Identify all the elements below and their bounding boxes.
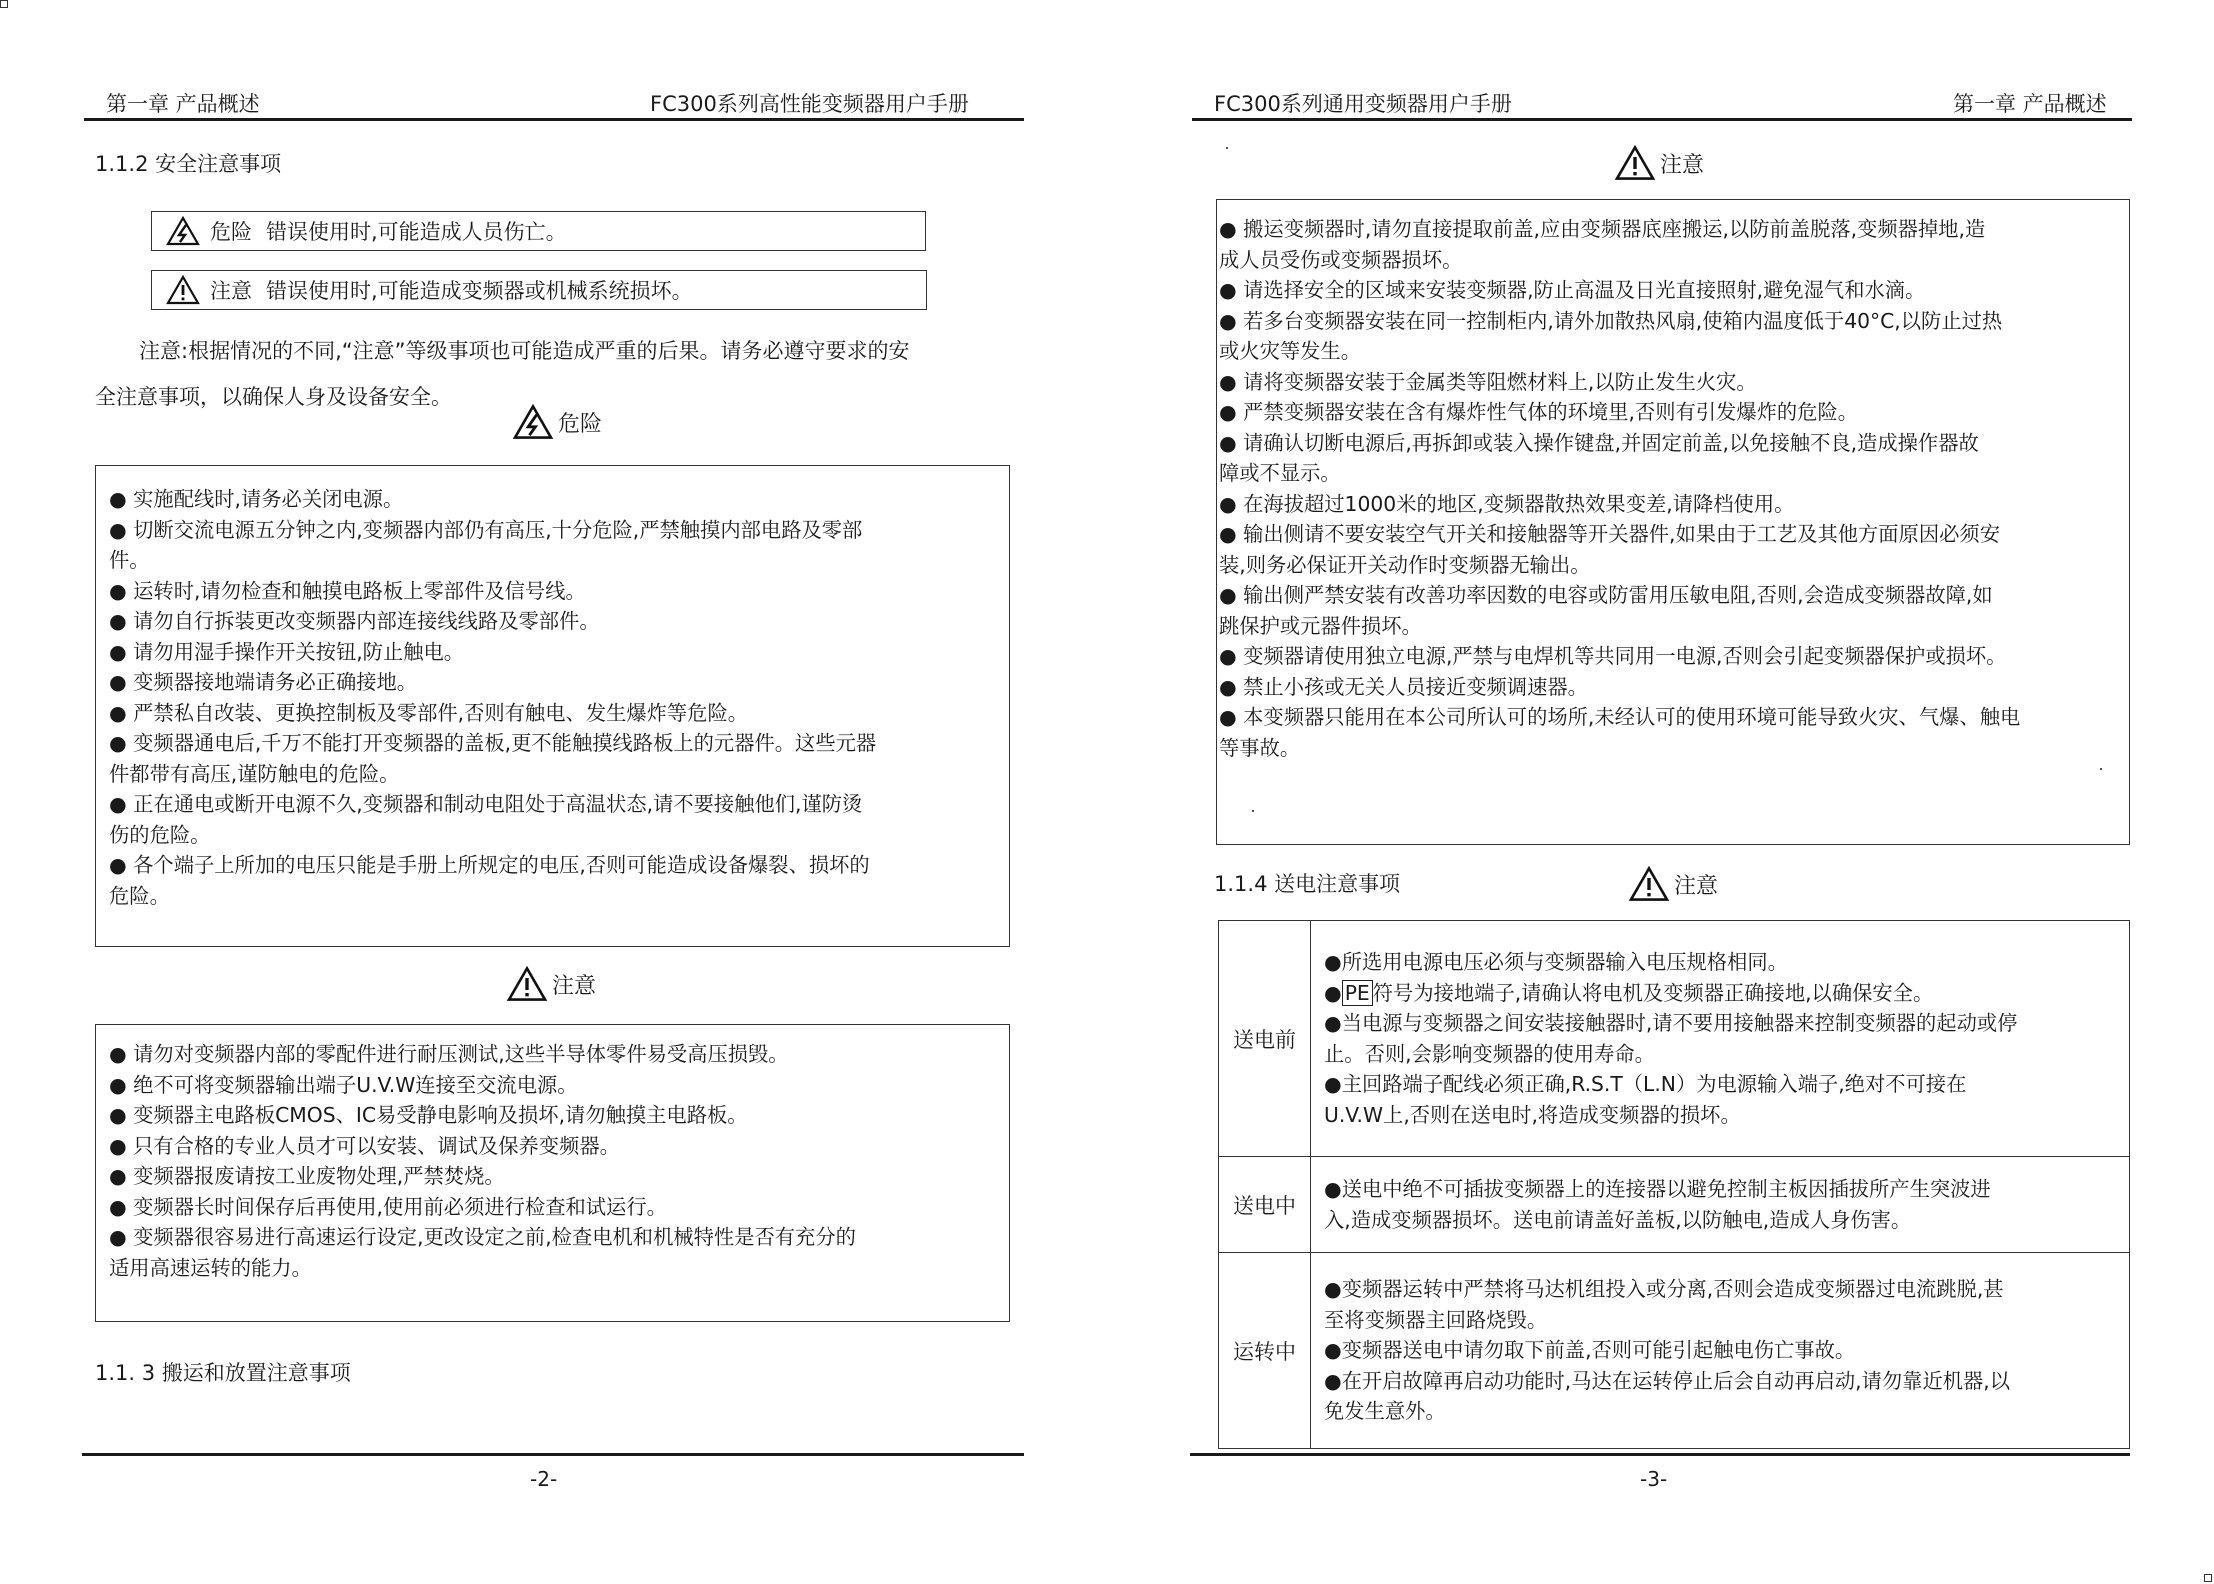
table-line: ●当电源与变频器之间安装接触器时,请不要用接触器来控制变频器的起动或停 — [1324, 1011, 2018, 1035]
left-header-manual-title: FC300系列高性能变频器用户手册 — [650, 92, 969, 116]
table-line: ●变频器运转中严禁将马达机组投入或分离,否则会造成变频器过电流跳脱,甚 — [1324, 1277, 2004, 1302]
power-caution-heading-label: 注意 — [1674, 873, 1719, 899]
caution-heading — [1614, 145, 1704, 181]
crop-mark-bottom-right — [2204, 1574, 2212, 1582]
handling-caution-item: ● 请将变频器安装于金属类等阻燃材料上,以防止发生火灾。 — [1219, 369, 1757, 394]
speck — [2100, 768, 2102, 770]
speck — [1226, 147, 1228, 149]
right-footer-rule — [1190, 1453, 2130, 1456]
danger-item: ● 严禁私自改装、更换控制板及零部件,否则有触电、发生爆炸等危险。 — [109, 700, 749, 725]
left-footer-rule — [82, 1453, 1024, 1456]
handling-caution-item: ● 若多台变频器安装在同一控制柜内,请外加散热风扇,使箱内温度低于40°C,以防止过热 — [1219, 308, 2003, 333]
caution-level-description: 错误使用时,可能造成变频器或机械系统损坏。 — [266, 279, 693, 303]
phase-label: 送电前 — [1219, 921, 1311, 1156]
table-line — [1324, 978, 2117, 1009]
caution-heading — [506, 966, 596, 1002]
caution-item: ● 变频器很容易进行高速运行设定,更改设定之前,检查电机和机械特性是否有充分的 — [109, 1225, 856, 1249]
power-precautions-table — [1218, 920, 2130, 1449]
handling-caution-item: 等事故。 — [1219, 735, 1301, 760]
section-title-1-1-4: 1.1.4 送电注意事项 — [1214, 872, 1401, 896]
phase-notes — [1311, 921, 2129, 1156]
danger-item: ● 变频器通电后,千万不能打开变频器的盖板,更不能触摸线路板上的元器件。这些元器 — [109, 731, 877, 755]
importance-note-line-2: 全注意事项，以确保人身及设备安全。 — [95, 385, 452, 409]
right-header-manual-title: FC300系列通用变频器用户手册 — [1214, 92, 1512, 116]
handling-caution-item: ● 请选择安全的区域来安装变频器,防止高温及日光直接照射,避免湿气和水滴。 — [1219, 278, 1926, 302]
table-line: U.V.W上,否则在送电时,将造成变频器的损坏。 — [1324, 1102, 1741, 1127]
danger-item: ● 请勿自行拆装更改变频器内部连接线线路及零部件。 — [109, 609, 600, 633]
pe-line-text: 符号为接地端子,请确认将电机及变频器正确接地,以确保安全。 — [1372, 980, 1934, 1005]
caution-item: ● 绝不可将变频器输出端子U.V.W连接至交流电源。 — [109, 1072, 578, 1097]
handling-caution-item: ● 禁止小孩或无关人员接近变频调速器。 — [1219, 674, 1588, 699]
left-header-chapter: 第一章 产品概述 — [106, 92, 260, 116]
table-row — [1219, 1253, 2129, 1448]
danger-item: ● 变频器接地端请务必正确接地。 — [109, 670, 418, 694]
danger-heading — [512, 404, 602, 440]
danger-icon — [166, 216, 200, 246]
handling-caution-item: ● 在海拔超过1000米的地区,变频器散热效果变差,请降档使用。 — [1219, 491, 1795, 516]
caution-level-definition — [151, 270, 927, 310]
table-line: ●在开启故障再启动功能时,马达在运转停止后会自动再启动,请勿靠近机器,以 — [1324, 1368, 2011, 1393]
caution-item: ● 变频器主电路板CMOS、IC易受静电影响及损坏,请勿触摸主电路板。 — [109, 1103, 748, 1127]
table-line: ●送电中绝不可插拔变频器上的连接器以避免控制主板因插拔所产生突波进 — [1324, 1177, 1991, 1201]
caution-icon — [506, 966, 548, 1002]
handling-caution-item: 成人员受伤或变频器损坏。 — [1219, 247, 1463, 272]
power-caution-heading — [1628, 866, 1718, 902]
danger-heading-label: 危险 — [558, 411, 603, 437]
bullet: ● — [1324, 980, 1342, 1005]
handling-caution-item: ● 变频器请使用独立电源,严禁与电焊机等共同用一电源,否则会引起变频器保护或损坏。 — [1219, 644, 2007, 668]
danger-item: ● 请勿用湿手操作开关按钮,防止触电。 — [109, 639, 465, 664]
handling-caution-item: ● 搬运变频器时,请勿直接提取前盖,应由变频器底座搬运,以防前盖脱落,变频器掉地,造 — [1219, 217, 1986, 241]
phase-notes — [1311, 1253, 2129, 1448]
table-line: 止。否则,会影响变频器的使用寿命。 — [1324, 1041, 1655, 1066]
caution-icon — [166, 275, 200, 305]
handling-caution-item: 障或不显示。 — [1219, 461, 1341, 485]
danger-level-definition — [151, 211, 926, 251]
caution-item: ● 请勿对变频器内部的零配件进行耐压测试,这些半导体零件易受高压损毁。 — [109, 1042, 789, 1066]
caution-level-word: 注意 — [210, 279, 252, 303]
table-line: ●主回路端子配线必须正确,R.S.T（L.N）为电源输入端子,绝对不可接在 — [1324, 1072, 1967, 1096]
caution-heading-label: 注意 — [1660, 152, 1705, 178]
pe-terminal-symbol: PE — [1342, 980, 1373, 1006]
caution-item: 适用高速运转的能力。 — [109, 1255, 312, 1280]
caution-icon — [1628, 866, 1670, 902]
left-page-number: -2- — [530, 1467, 558, 1491]
phase-label: 运转中 — [1219, 1253, 1311, 1448]
table-line: 入,造成变频器损坏。送电前请盖好盖板,以防触电,造成人身伤害。 — [1324, 1207, 1912, 1232]
right-page-number: -3- — [1640, 1467, 1668, 1491]
right-header-rule — [1192, 118, 2132, 121]
caution-item: ● 变频器报废请按工业废物处理,严禁焚烧。 — [109, 1164, 505, 1188]
table-row — [1219, 1157, 2129, 1253]
handling-caution-item: ● 本变频器只能用在本公司所认可的场所,未经认可的使用环境可能导致火灾、气爆、触电 — [1219, 705, 2021, 729]
danger-items-box — [95, 465, 1010, 947]
danger-item: 件。 — [109, 548, 150, 572]
danger-item: ● 正在通电或断开电源不久,变频器和制动电阻处于高温状态,请不要接触他们,谨防烫 — [109, 792, 863, 816]
handling-caution-item: 跳保护或元器件损坏。 — [1219, 613, 1422, 638]
danger-level-word: 危险 — [210, 220, 252, 244]
importance-note-line-1: 注意:根据情况的不同,“注意”等级事项也可能造成严重的后果。请务必遵守要求的安 — [139, 339, 910, 363]
phase-label: 送电中 — [1219, 1157, 1311, 1252]
section-title-1-1-3: 1.1. 3 搬运和放置注意事项 — [95, 1361, 351, 1385]
danger-item: ● 实施配线时,请务必关闭电源。 — [109, 487, 404, 511]
speck — [1252, 810, 1254, 812]
table-line: ●所选用电源电压必须与变频器输入电压规格相同。 — [1324, 950, 1788, 974]
section-title-1-1-2: 1.1.2 安全注意事项 — [95, 152, 282, 176]
table-line: 至将变频器主回路烧毁。 — [1324, 1307, 1548, 1332]
table-row — [1219, 921, 2129, 1157]
caution-icon — [1614, 145, 1656, 181]
danger-item: 件都带有高压,谨防触电的危险。 — [109, 761, 400, 786]
handling-caution-item: 装,则务必保证开关动作时变频器无输出。 — [1219, 552, 1591, 577]
crop-mark-top-left — [0, 0, 8, 8]
danger-item: ● 切断交流电源五分钟之内,变频器内部仍有高压,十分危险,严禁触摸内部电路及零部 — [109, 517, 863, 542]
caution-item: ● 只有合格的专业人员才可以安装、调试及保养变频器。 — [109, 1133, 620, 1158]
right-header-chapter: 第一章 产品概述 — [1953, 92, 2107, 116]
caution-item: ● 变频器长时间保存后再使用,使用前必须进行检查和试运行。 — [109, 1194, 667, 1219]
table-line: ●变频器送电中请勿取下前盖,否则可能引起触电伤亡事故。 — [1324, 1338, 1856, 1363]
handling-caution-item: ● 输出侧严禁安装有改善功率因数的电容或防雷用压敏电阻,否则,会造成变频器故障,如 — [1219, 583, 1993, 607]
handling-caution-box — [1216, 199, 2130, 845]
danger-item: 危险。 — [109, 883, 170, 908]
danger-item: 伤的危险。 — [109, 822, 211, 847]
danger-level-description: 错误使用时,可能造成人员伤亡。 — [266, 220, 567, 244]
caution-items-box — [95, 1024, 1010, 1322]
handling-caution-item: 或火灾等发生。 — [1219, 339, 1361, 363]
caution-heading-label: 注意 — [552, 973, 597, 999]
table-line: 免发生意外。 — [1324, 1399, 1446, 1424]
danger-item: ● 各个端子上所加的电压只能是手册上所规定的电压,否则可能造成设备爆裂、损坏的 — [109, 853, 870, 877]
danger-icon — [512, 404, 554, 440]
handling-caution-item: ● 输出侧请不要安装空气开关和接触器等开关器件,如果由于工艺及其他方面原因必须安 — [1219, 522, 2000, 546]
handling-caution-item: ● 严禁变频器安装在含有爆炸性气体的环境里,否则有引发爆炸的危险。 — [1219, 400, 1859, 424]
phase-notes — [1311, 1157, 2129, 1252]
danger-item: ● 运转时,请勿检查和触摸电路板上零部件及信号线。 — [109, 578, 586, 603]
handling-caution-item: ● 请确认切断电源后,再拆卸或装入操作键盘,并固定前盖,以免接触不良,造成操作器故 — [1219, 430, 1979, 455]
left-header-rule — [84, 118, 1024, 121]
